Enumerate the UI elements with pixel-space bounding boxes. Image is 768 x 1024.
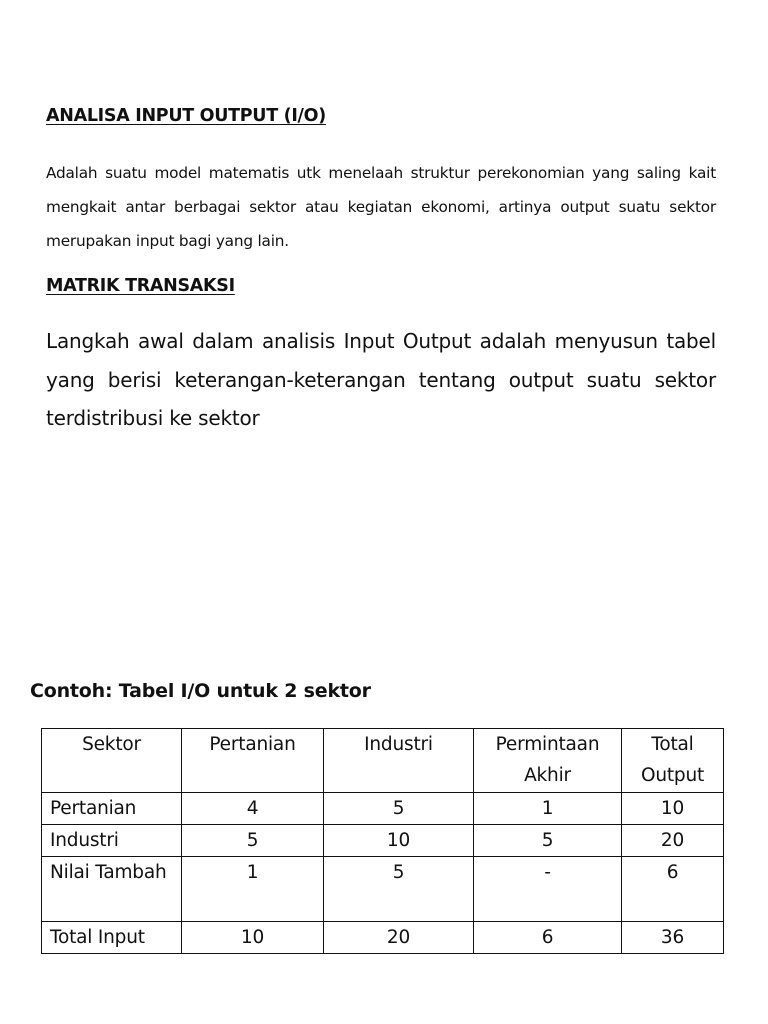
row-label: Nilai Tambah — [42, 857, 182, 922]
io-table — [41, 728, 724, 954]
row-label: Pertanian — [42, 793, 182, 825]
table-cell: 5 — [182, 825, 324, 857]
table-row — [42, 857, 724, 922]
table-cell: 20 — [622, 825, 724, 857]
row-label: Industri — [42, 825, 182, 857]
table-row — [42, 825, 724, 857]
heading-analisa-input-output: ANALISA INPUT OUTPUT (I/O) — [46, 106, 326, 126]
table-cell: 10 — [324, 825, 474, 857]
header-pertanian: Pertanian — [182, 729, 324, 793]
matrik-transaksi-paragraph: Langkah awal dalam analisis Input Output adalah menyusun tabel yang berisi keterangan-keterangan tentang output suatu sektor terdistribusi ke sektor — [46, 329, 716, 430]
table-cell: 36 — [622, 922, 724, 954]
header-sektor: Sektor — [42, 729, 182, 793]
table-cell: 6 — [622, 857, 724, 922]
table-cell: 6 — [474, 922, 622, 954]
table-row — [42, 793, 724, 825]
table-header-row — [42, 729, 724, 793]
header-total-output: Total Output — [622, 729, 724, 793]
table-row — [42, 922, 724, 954]
table-cell: 5 — [324, 857, 474, 922]
table-cell: 5 — [324, 793, 474, 825]
table-cell: 1 — [182, 857, 324, 922]
table-cell: 10 — [182, 922, 324, 954]
table-cell: 20 — [324, 922, 474, 954]
table-cell: 10 — [622, 793, 724, 825]
table-cell: 1 — [474, 793, 622, 825]
heading-matrik-transaksi: MATRIK TRANSAKSI — [46, 276, 235, 296]
header-permintaan-akhir: Permintaan Akhir — [474, 729, 622, 793]
table-cell: - — [474, 857, 622, 922]
definition-paragraph: Adalah suatu model matematis utk menelaah struktur perekonomian yang saling kait mengkait antar berbagai sektor atau kegiatan ekonomi, artinya output suatu sektor merupakan input bagi yang lain. — [46, 164, 716, 250]
header-industri: Industri — [324, 729, 474, 793]
row-label: Total Input — [42, 922, 182, 954]
table-title: Contoh: Tabel I/O untuk 2 sektor — [30, 680, 371, 702]
table-cell: 5 — [474, 825, 622, 857]
table-cell: 4 — [182, 793, 324, 825]
